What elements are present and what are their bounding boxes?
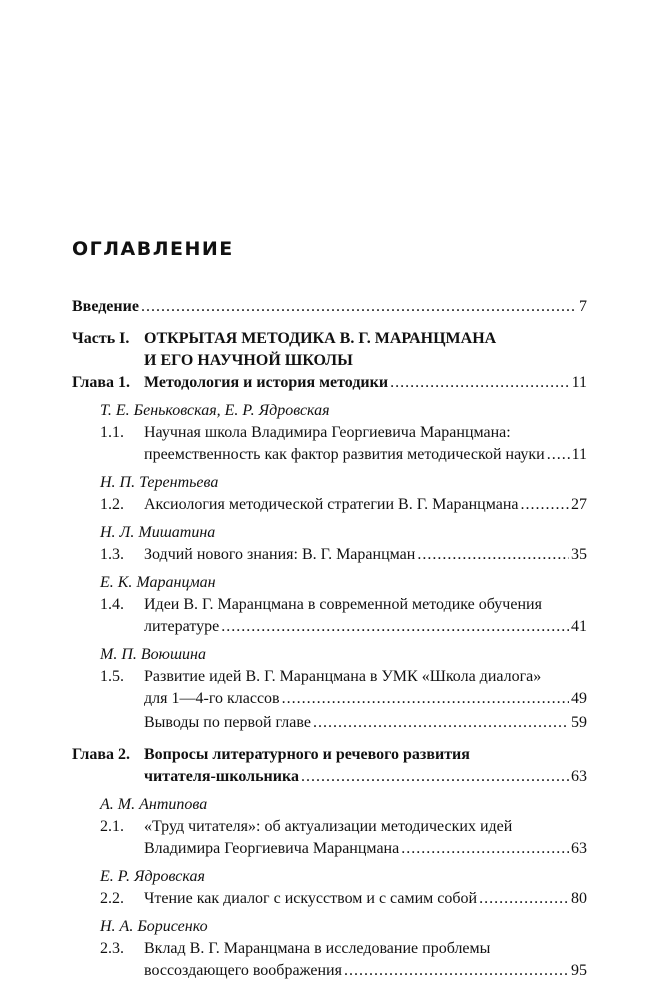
section-title-line1: Идеи В. Г. Маранцмана в современной методике обучения [144, 596, 542, 613]
section-title-line1: Вклад В. Г. Маранцмана в исследование проблемы [144, 940, 491, 957]
toc-entry-intro [72, 296, 587, 318]
chapter-title: Методология и история методики [144, 374, 389, 391]
page-heading: ОГЛАВЛЕНИЕ [72, 238, 234, 260]
section-number: 1.5. [100, 668, 124, 685]
chapter-title-line1: Вопросы литературного и речевого развития [144, 746, 470, 763]
section-entry [72, 544, 587, 566]
page-number: 63 [571, 768, 587, 785]
section-author: Н. А. Борисенко [100, 918, 208, 935]
section-title-line1: Аксиология методической стратегии В. Г. Маранцмана [144, 496, 519, 513]
section-number: 1.3. [100, 546, 124, 563]
section-entry-cont [72, 444, 587, 466]
section-title-line1: Зодчий нового знания: В. Г. Маранцман [144, 546, 416, 563]
section-title-line1: «Труд читателя»: об актуализации методических идей [144, 818, 513, 835]
section-number: 1.1. [100, 424, 124, 441]
section-author: Н. Л. Мишатина [100, 524, 216, 541]
section-title-line2: Владимира Георгиевича Маранцмана [144, 840, 400, 857]
dot-leader [301, 766, 569, 788]
section-title-line2: преемственность как фактор развития методической науки [144, 446, 545, 463]
section-entry-cont [72, 838, 587, 860]
section-entry [72, 494, 587, 516]
section-number: 2.1. [100, 818, 124, 835]
section-entry [72, 422, 587, 444]
page-number: 41 [571, 618, 587, 635]
dot-leader [313, 712, 569, 734]
intro-title: Введение [72, 298, 139, 315]
section-number: 1.2. [100, 496, 124, 513]
section-entry [72, 938, 587, 960]
section-entry-cont [72, 616, 587, 638]
section-author: А. М. Антипова [100, 796, 208, 813]
page-number: 80 [571, 890, 587, 907]
chapter-label: Глава 2. [72, 746, 130, 763]
section-entry [72, 666, 587, 688]
dot-leader [479, 888, 569, 910]
chapter-label: Глава 1. [72, 374, 130, 391]
section-entry [72, 816, 587, 838]
dot-leader [141, 296, 577, 318]
section-title-line1: Научная школа Владимира Георгиевича Маранцмана: [144, 424, 511, 441]
dot-leader [520, 494, 569, 516]
part-title-line1: ОТКРЫТАЯ МЕТОДИКА В. Г. МАРАНЦМАНА [144, 330, 497, 347]
part-title-line2: И ЕГО НАУЧНОЙ ШКОЛЫ [144, 352, 353, 369]
section-title-line1: Чтение как диалог с искусством и с самим собой [144, 890, 478, 907]
section-author: М. П. Воюшина [100, 646, 206, 663]
section-entry-cont [72, 960, 587, 982]
chapter-1-heading [72, 372, 587, 394]
section-author: Н. П. Терентьева [100, 474, 219, 491]
dot-leader [344, 960, 569, 982]
dot-leader [401, 838, 569, 860]
conclusion-title: Выводы по первой главе [144, 714, 311, 731]
chapter-conclusion [72, 712, 587, 734]
section-title-line1: Развитие идей В. Г. Маранцмана в УМК «Школа диалога» [144, 668, 542, 685]
page-number: 27 [571, 496, 587, 513]
page-number: 63 [571, 840, 587, 857]
dot-leader [221, 616, 569, 638]
page-number: 49 [571, 690, 587, 707]
section-entry-cont [72, 688, 587, 710]
section-author: Е. Р. Ядровская [100, 868, 205, 885]
page-number: 95 [571, 962, 587, 979]
dot-leader [390, 372, 570, 394]
table-of-contents [72, 296, 587, 982]
section-title-line2: воссоздающего воображения [144, 962, 342, 979]
part-title-line2-row [72, 350, 587, 372]
chapter-title-line2: читателя-школьника [144, 768, 299, 785]
section-author: Т. Е. Беньковская, Е. Р. Ядровская [100, 402, 330, 419]
section-number: 2.3. [100, 940, 124, 957]
page-number: 11 [571, 446, 587, 463]
part-heading [72, 328, 587, 350]
section-entry [72, 888, 587, 910]
chapter-2-heading-cont [72, 766, 587, 788]
dot-leader [547, 444, 570, 466]
dot-leader [417, 544, 569, 566]
section-author: Е. К. Маранцман [100, 574, 216, 591]
section-title-line2: для 1—4-го классов [144, 690, 280, 707]
section-number: 1.4. [100, 596, 124, 613]
page-number: 59 [571, 714, 587, 731]
section-title-line2: литературе [144, 618, 220, 635]
chapter-2-heading [72, 744, 587, 766]
page-number: 35 [571, 546, 587, 563]
page-number: 11 [571, 374, 587, 391]
section-entry [72, 594, 587, 616]
dot-leader [282, 688, 569, 710]
part-label: Часть I. [72, 330, 130, 347]
section-number: 2.2. [100, 890, 124, 907]
page-number: 7 [579, 298, 587, 315]
